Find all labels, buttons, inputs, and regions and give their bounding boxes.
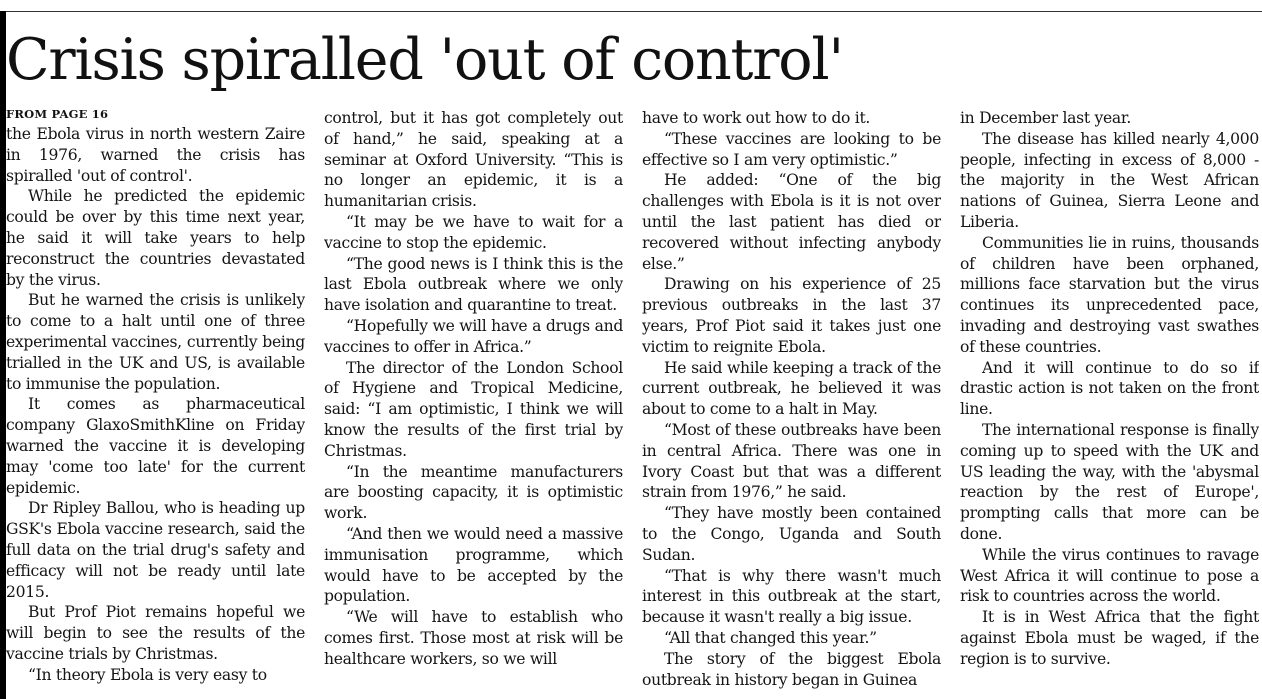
kicker: FROM PAGE 16 — [6, 107, 109, 121]
paragraph: “It may be we have to wait for a vaccine to stop the epidemic. — [324, 212, 623, 252]
paragraph: “These vaccines are looking to be effective so I am very optimistic.” — [642, 129, 941, 169]
paragraph: He said while keeping a track of the current outbreak, he believed it was about to come to a halt in May. — [642, 358, 941, 419]
paragraph: He added: “One of the big challenges with Ebola is it is not over until the last patient has died or recovered without infecting anybody else.” — [642, 171, 941, 273]
paragraph: While the virus continues to ravage West Africa it will continue to pose a risk to countries across the world. — [960, 545, 1259, 606]
paragraph: “We will have to establish who comes first. Those most at risk will be healthcare workers, so we will — [324, 608, 623, 668]
paragraph: the Ebola virus in north western Zaire in 1976, warned the crisis has spiralled 'out of control'. — [6, 125, 305, 185]
top-rule — [6, 11, 1262, 12]
paragraph: It is in West Africa that the fight against Ebola must be waged, if the region is to survive. — [960, 608, 1259, 668]
column-4 — [960, 104, 1259, 699]
paragraph: Dr Ripley Ballou, who is heading up GSK's Ebola vaccine research, said the full data on the trial drug's safety and efficacy will not be ready until late 2015. — [6, 499, 305, 601]
paragraph: “Most of these outbreaks have been in central Africa. There was one in Ivory Coast but that was a different strain from 1976,” he said. — [642, 420, 941, 502]
paragraph: The international response is finally coming up to speed with the UK and US leading the way, with the 'abysmal reaction by the rest of Europe', prompting calls that more can be done. — [960, 420, 1259, 543]
paragraph: The story of the biggest Ebola outbreak in history began in Guinea — [642, 649, 941, 689]
paragraph: “In theory Ebola is very easy to — [28, 665, 267, 684]
paragraph: The director of the London School of Hygiene and Tropical Medicine, said: “I am optimistic, I think we will know the results of the first trial by Christmas. — [324, 358, 623, 460]
paragraph: “They have mostly been contained to the Congo, Uganda and South Sudan. — [642, 504, 941, 564]
paragraph: Communities lie in ruins, thousands of children have been orphaned, millions face starvation but the virus continues its unprecedented pace, invading and destroying vast swathes of these countries. — [960, 233, 1259, 356]
paragraph: Drawing on his experience of 25 previous outbreaks in the last 37 years, Prof Piot said it takes just one victim to reignite Ebola. — [642, 275, 941, 356]
paragraph: But he warned the crisis is unlikely to come to a halt until one of three experimental vaccines, currently being trialled in the UK and US, is available to immunise the population. — [6, 291, 305, 393]
paragraph: have to work out how to do it. — [642, 109, 871, 127]
paragraph: The disease has killed nearly 4,000 people, infecting in excess of 8,000 - the majority in the West African nations of Guinea, Sierra Leone and Liberia. — [960, 129, 1259, 231]
column-1 — [6, 104, 305, 699]
headline: Crisis spiralled 'out of control' — [6, 27, 843, 93]
column-3 — [642, 104, 941, 699]
paragraph: “All that changed this year.” — [664, 628, 877, 647]
paragraph: But Prof Piot remains hopeful we will begin to see the results of the vaccine trials by Christmas. — [6, 603, 305, 663]
paragraph: in December last year. — [960, 109, 1132, 127]
paragraph: “Hopefully we will have a drugs and vaccines to offer in Africa.” — [324, 316, 623, 356]
paragraph: While he predicted the epidemic could be over by this time next year, he said it will take years to help reconstruct the countries devastated by the virus. — [6, 187, 305, 289]
paragraph: It comes as pharmaceutical company GlaxoSmithKline on Friday warned the vaccine it is developing may 'come too late' for the current epidemic. — [6, 395, 305, 497]
paragraph: “That is why there wasn't much interest in this outbreak at the start, because it wasn't really a big issue. — [642, 566, 941, 627]
paragraph: “The good news is I think this is the last Ebola outbreak where we only have isolation and quarantine to treat. — [324, 254, 623, 315]
paragraph: control, but it has got completely out of hand,” he said, speaking at a seminar at Oxford University. “This is no longer an epidemic, it is a humanitarian crisis. — [324, 109, 623, 211]
paragraph: And it will continue to do so if drastic action is not taken on the front line. — [960, 358, 1259, 419]
paragraph: “In the meantime manufacturers are boosting capacity, it is optimistic work. — [324, 462, 623, 523]
column-2 — [324, 104, 623, 699]
paragraph: “And then we would need a massive immunisation programme, which would have to be accepted by the population. — [324, 524, 623, 606]
